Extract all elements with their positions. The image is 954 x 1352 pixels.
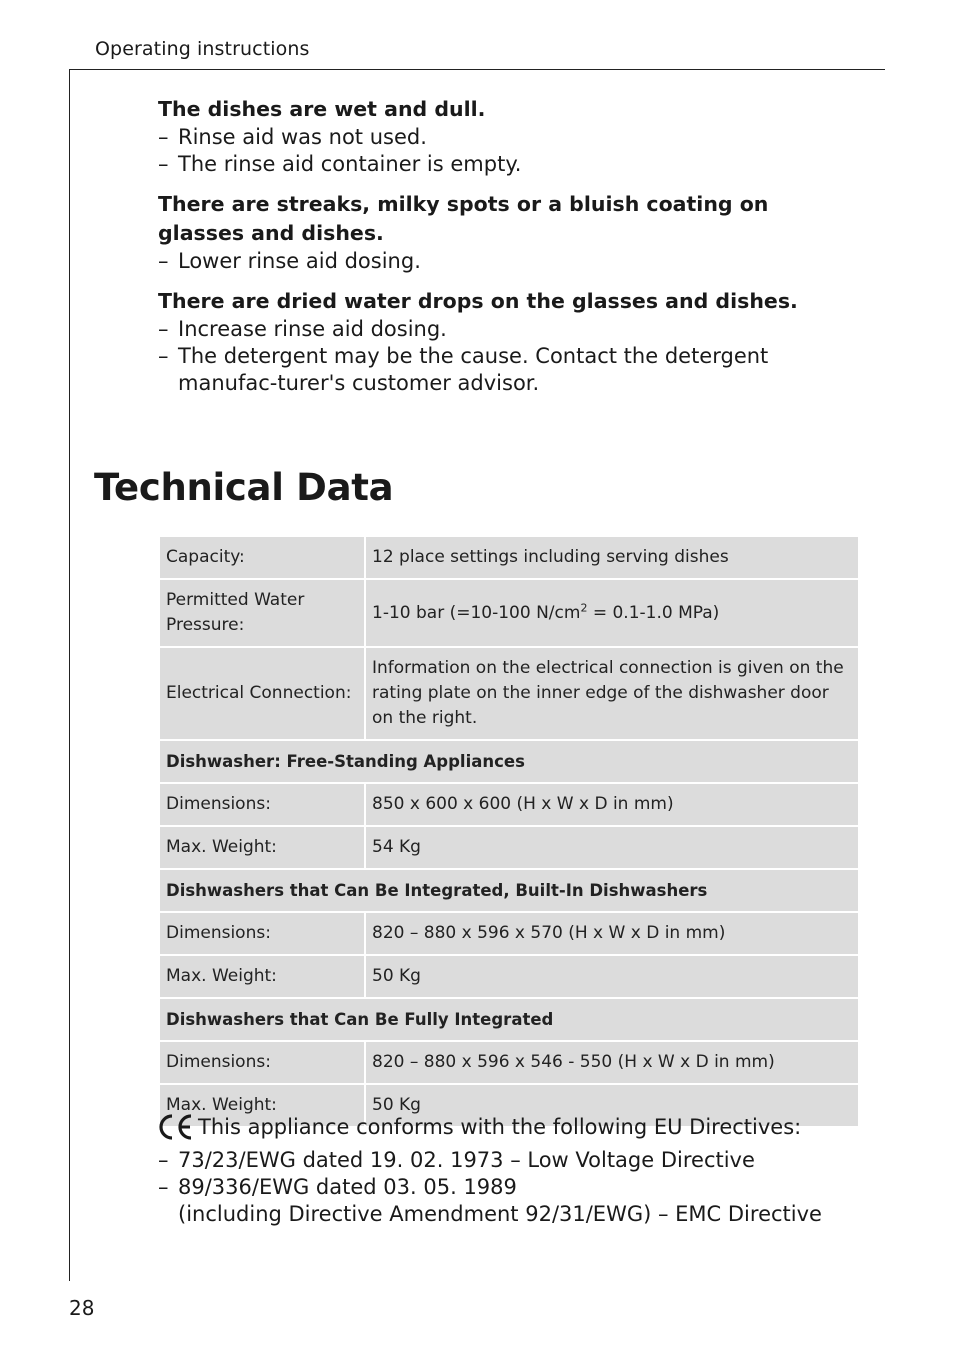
group-heading: Dishwasher: Free-Standing Appliances (160, 741, 858, 782)
table-row (160, 827, 858, 868)
group-heading: Dishwashers that Can Be Fully Integrated (160, 999, 858, 1040)
table-row (160, 956, 858, 997)
solution-item: – Lower rinse aid dosing. (158, 248, 858, 275)
group-heading: Dishwashers that Can Be Integrated, Built-In Dishwashers (160, 870, 858, 911)
solution-text: The rinse aid container is empty. (178, 152, 522, 176)
conformity-statement (158, 1113, 878, 1228)
margin-rule (69, 69, 70, 1281)
solution-text: Rinse aid was not used. (178, 125, 427, 149)
running-header: Operating instructions (95, 38, 310, 60)
table-row (160, 913, 858, 954)
table-row (160, 1042, 858, 1083)
table-row (160, 537, 858, 578)
directive-item: – 73/23/EWG dated 19. 02. 1973 – Low Voltage Directive (158, 1147, 878, 1174)
solution-item: – The rinse aid container is empty. (158, 151, 858, 178)
directive-item (158, 1201, 878, 1228)
table-row (160, 784, 858, 825)
problem-item (158, 95, 858, 178)
row-value: 820 – 880 x 596 x 570 (H x W x D in mm) (366, 913, 858, 954)
directive-text: 89/336/EWG dated 03. 05. 1989 (178, 1175, 517, 1199)
solution-text: Increase rinse aid dosing. (178, 317, 447, 341)
directive-text: (including Directive Amendment 92/31/EWG) – EMC Directive (178, 1202, 822, 1226)
table-row (160, 580, 858, 646)
row-label: Permitted Water Pressure: (160, 580, 364, 646)
row-label: Electrical Connection: (160, 648, 364, 739)
page-number: 28 (69, 1296, 95, 1320)
group-heading-row (160, 741, 858, 782)
row-value: 50 Kg (366, 956, 858, 997)
table-row (160, 648, 858, 739)
technical-data-table (158, 535, 860, 1128)
ce-mark-icon (158, 1113, 196, 1141)
group-heading-row (160, 870, 858, 911)
problem-title: There are dried water drops on the glasses and dishes. (158, 289, 798, 313)
row-label: Dimensions: (160, 784, 364, 825)
row-label: Max. Weight: (160, 827, 364, 868)
solution-text: The detergent may be the cause. Contact the detergent manufac-turer's customer advisor. (178, 344, 769, 395)
row-label: Max. Weight: (160, 956, 364, 997)
problem-title: There are streaks, milky spots or a bluish coating on glasses and dishes. (158, 192, 769, 245)
solution-item: – Increase rinse aid dosing. (158, 316, 858, 343)
conformity-intro-line (158, 1113, 878, 1141)
row-label: Max. Weight: (160, 1085, 364, 1126)
troubleshooting-list (158, 95, 858, 409)
row-label: Dimensions: (160, 913, 364, 954)
directive-item: – 89/336/EWG dated 03. 05. 1989 (158, 1174, 878, 1201)
row-value: 850 x 600 x 600 (H x W x D in mm) (366, 784, 858, 825)
row-label: Dimensions: (160, 1042, 364, 1083)
row-value: Information on the electrical connection is given on the rating plate on the inner edge of the dishwasher door on the right. (366, 648, 858, 739)
solution-text: Lower rinse aid dosing. (178, 249, 421, 273)
solution-item: – The detergent may be the cause. Contact the detergent manufac-turer's customer advisor. (158, 343, 858, 397)
row-value: 12 place settings including serving dishes (366, 537, 858, 578)
section-title: Technical Data (94, 466, 394, 509)
row-value: 1-10 bar (=10-100 $N/cm^2 = 0.1-1.0$ MPa) (366, 580, 858, 646)
row-value: 54 Kg (366, 827, 858, 868)
conformity-intro: This appliance conforms with the following EU Directives: (198, 1114, 802, 1139)
row-label: Capacity: (160, 537, 364, 578)
directive-text: 73/23/EWG dated 19. 02. 1973 – Low Voltage Directive (178, 1148, 755, 1172)
row-value: 50 Kg (366, 1085, 858, 1126)
header-rule (69, 69, 885, 70)
problem-item (158, 287, 858, 397)
problem-item (158, 190, 858, 275)
group-heading-row (160, 999, 858, 1040)
problem-title: The dishes are wet and dull. (158, 97, 486, 121)
solution-item: – Rinse aid was not used. (158, 124, 858, 151)
row-value: 820 – 880 x 596 x 546 - 550 (H x W x D in mm) (366, 1042, 858, 1083)
